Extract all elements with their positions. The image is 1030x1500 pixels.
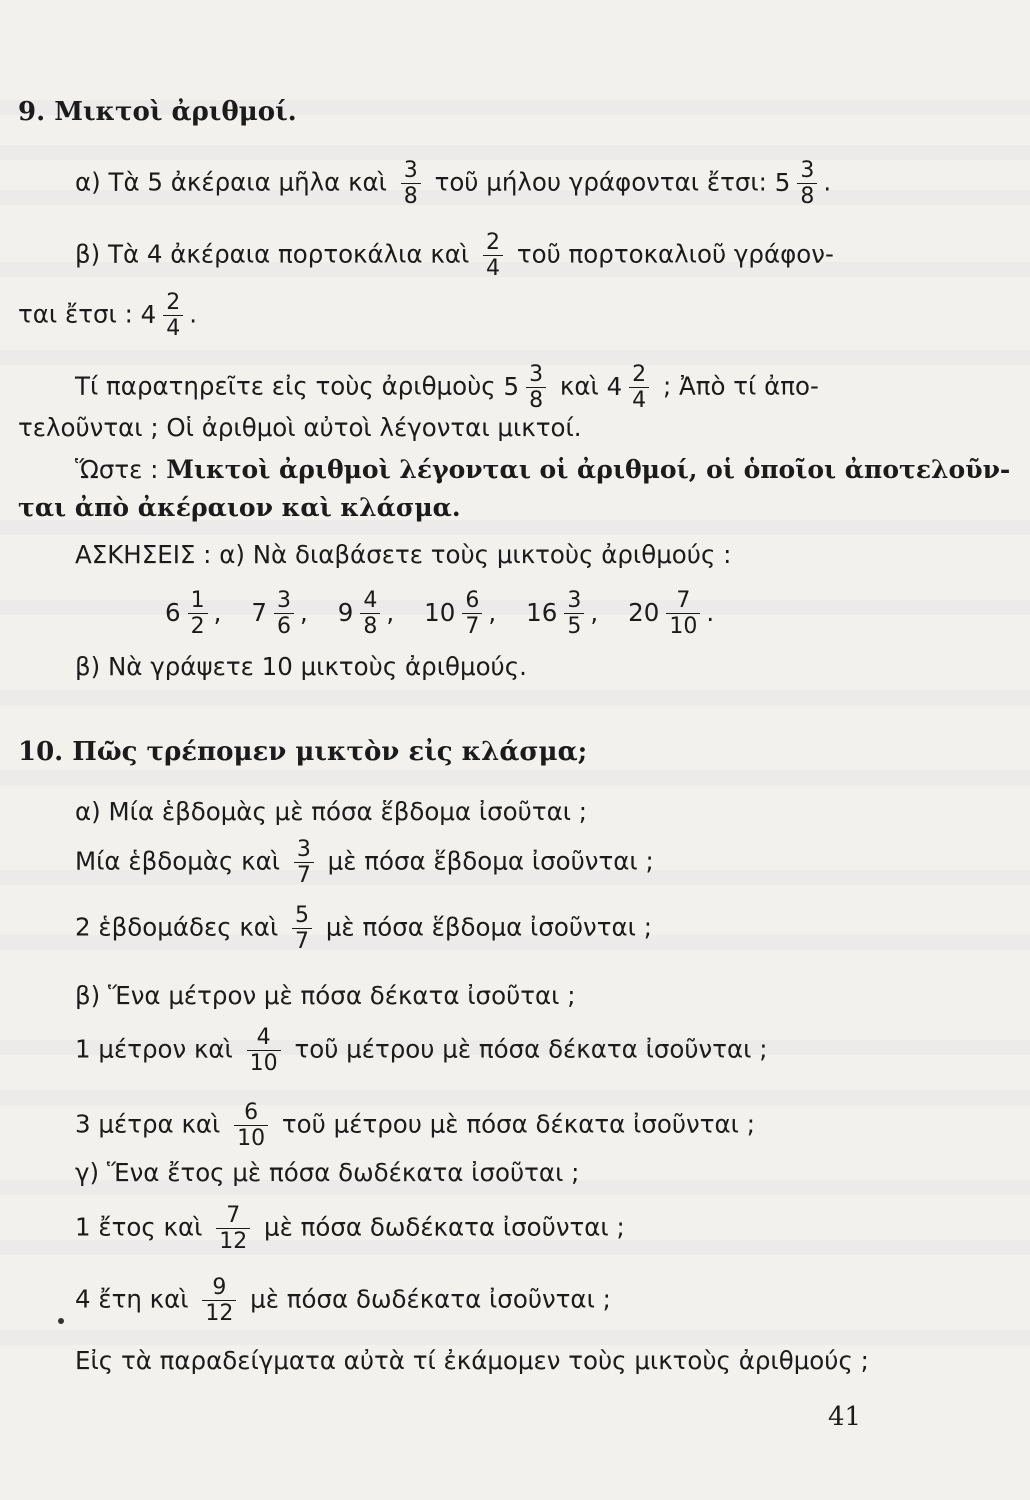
fraction-7-12: $\frac{7}{12}$ <box>216 1203 250 1254</box>
mixed-5-3-8-question: 5 $\frac{3}{8}$ <box>503 372 552 401</box>
section-10-b1: β) Ἕνα μέτρον μὲ πόσα δέκατα ἰσοῦται ; <box>75 981 576 1010</box>
example-b-prefix: β) Τὰ 4 ἀκέραια πορτοκάλια καὶ <box>75 239 470 269</box>
definition-bold-2: ται ἀπὸ ἀκέραιον καὶ κλάσμα. <box>18 493 461 522</box>
definition-line-1: Ὥστε : Μικτοὶ ἀριθμοὶ λέγονται οἱ ἀριθμοί, οἱ ὁποῖοι ἀποτελοῦν- <box>75 455 1011 484</box>
mixed-5-3-8: 5 $\frac{3}{8}$ <box>775 168 824 197</box>
example-a-middle: τοῦ μήλου γράφονται ἔτσι: <box>434 167 767 197</box>
fraction-4-10: $\frac{4}{10}$ <box>247 1025 281 1076</box>
exercise-mixed-number: 20 $\frac{7}{10}$ . <box>628 588 715 639</box>
section-10-heading: 10. Πῶς τρέπομεν μικτὸν εἰς κλάσμα; <box>18 737 588 767</box>
page-number: 41 <box>828 1402 862 1432</box>
exercise-mixed-number: 7 $\frac{3}{6}$ , <box>251 588 308 639</box>
example-a-line: α) Τὰ 5 ἀκέραια μῆλα καὶ $\frac{3}{8}$ τοῦ μήλου γράφονται ἔτσι: 5 $\frac{3}{8}$ . <box>75 158 832 209</box>
exercise-mixed-number: 6 $\frac{1}{2}$ , <box>165 588 222 639</box>
exercises-label: ΑΣΚΗΣΕΙΣ : α) Νὰ διαβάσετε τοὺς μικτοὺς ἀριθμούς : <box>75 540 732 569</box>
fraction-2-4: $\frac{2}{4}$ <box>483 230 503 281</box>
exercise-b: β) Νὰ γράψετε 10 μικτοὺς ἀριθμούς. <box>75 652 527 681</box>
fraction-3-8: $\frac{3}{8}$ <box>401 158 421 209</box>
example-b-middle: τοῦ πορτοκαλιοῦ γράφον- <box>516 239 834 269</box>
section-10-c2: 1 ἔτος καὶ $\frac{7}{12}$ μὲ πόσα δωδέκατα ἰσοῦνται ; <box>75 1203 625 1254</box>
exercise-mixed-number: 9 $\frac{4}{8}$ , <box>337 588 395 639</box>
section-10-c3: 4 ἔτη καὶ $\frac{9}{12}$ μὲ πόσα δωδέκατα ἰσοῦνται ; <box>75 1275 611 1326</box>
section-10-c1: γ) Ἕνα ἔτος μὲ πόσα δωδέκατα ἰσοῦται ; <box>75 1158 580 1187</box>
section-10-a3: 2 ἑβδομάδες καὶ $\frac{5}{7}$ μὲ πόσα ἕβδομα ἰσοῦνται ; <box>75 903 652 954</box>
ink-dot <box>58 1318 64 1324</box>
closing-question: Εἰς τὰ παραδείγματα αὐτὰ τί ἐκάμομεν τοὺς μικτοὺς ἀριθμούς ; <box>75 1346 869 1375</box>
section-10-a1: α) Μία ἑβδομὰς μὲ πόσα ἕβδομα ἰσοῦται ; <box>75 797 588 826</box>
definition-bold-1: Μικτοὶ ἀριθμοὶ λέγονται οἱ ἀριθμοί, οἱ ὁποῖοι ἀποτελοῦν- <box>166 455 1011 484</box>
exercise-mixed-numbers-row <box>165 588 714 639</box>
fraction-3-7: $\frac{3}{7}$ <box>294 837 314 888</box>
section-10-b2: 1 μέτρον καὶ $\frac{4}{10}$ τοῦ μέτρου μὲ πόσα δέκατα ἰσοῦνται ; <box>75 1025 768 1076</box>
example-a-prefix: α) Τὰ 5 ἀκέραια μῆλα καὶ <box>75 167 387 197</box>
exercise-mixed-number: 10 $\frac{6}{7}$ , <box>424 588 497 639</box>
example-b-line <box>75 230 834 281</box>
question-line-2: τελοῦνται ; Οἱ ἀριθμοὶ αὐτοὶ λέγονται μικτοί. <box>18 413 582 442</box>
section-10-b3: 3 μέτρα καὶ $\frac{6}{10}$ τοῦ μέτρου μὲ πόσα δέκατα ἰσοῦνται ; <box>75 1100 755 1151</box>
fraction-6-10: $\frac{6}{10}$ <box>234 1100 268 1151</box>
mixed-4-2-4: 4 $\frac{2}{4}$ <box>141 300 190 329</box>
question-line: Τί παρατηρεῖτε εἰς τοὺς ἀριθμοὺς 5 $\frac{3}{8}$ καὶ 4 $\frac{2}{4}$ ; Ἀπὸ τί ἀπο- <box>75 362 819 413</box>
exercise-mixed-number: 16 $\frac{3}{5}$ , <box>526 588 599 639</box>
mixed-4-2-4-question: 4 $\frac{2}{4}$ <box>607 372 656 401</box>
section-9-heading: 9. Μικτοὶ ἀριθμοί. <box>18 97 297 127</box>
fraction-5-7: $\frac{5}{7}$ <box>292 903 312 954</box>
section-10-a2: Μία ἑβδομὰς καὶ $\frac{3}{7}$ μὲ πόσα ἕβδομα ἰσοῦνται ; <box>75 837 654 888</box>
fraction-9-12: $\frac{9}{12}$ <box>202 1275 236 1326</box>
example-b-continuation: ται ἔτσι : 4 $\frac{2}{4}$ . <box>18 290 198 341</box>
